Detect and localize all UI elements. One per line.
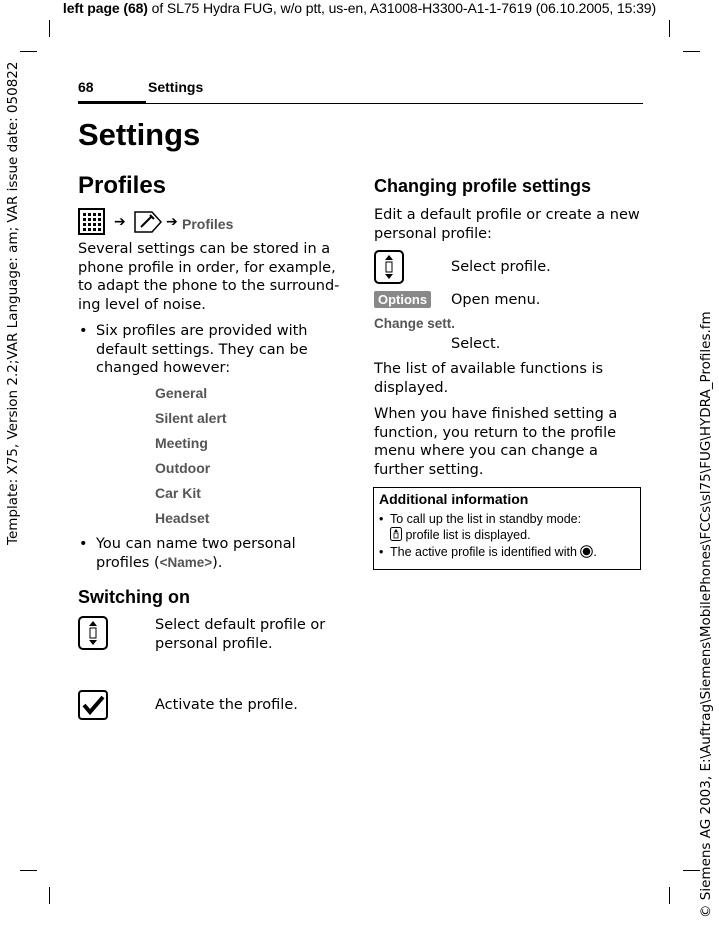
info-list-displayed-text: profile list is displayed. xyxy=(405,528,531,542)
info-item-standby xyxy=(379,512,637,545)
bullet-dot: • xyxy=(379,512,384,526)
changing-intro: Edit a default profile or create a new personal profile: xyxy=(374,207,640,242)
crop-mark xyxy=(49,20,50,37)
print-header-info: of SL75 Hydra FUG, w/o ptt, us-en, A31008-H3300-A1-1-7619 (06.10.2005, 15:39) xyxy=(147,0,657,16)
profile-item: Outdoor xyxy=(155,460,211,476)
menu-grid-icon xyxy=(78,208,105,235)
additional-info-box xyxy=(373,487,641,570)
options-softkey xyxy=(374,289,431,308)
info-standby-text: To call up the list in standby mode: xyxy=(390,512,582,526)
crop-mark xyxy=(669,20,670,37)
profiles-path-label: Profiles xyxy=(182,216,234,232)
settings-pencil-icon xyxy=(132,209,164,239)
switching-on-heading: Switching on xyxy=(78,587,190,607)
bullet-dot: • xyxy=(79,323,88,339)
profile-item: Headset xyxy=(155,510,210,526)
crop-mark xyxy=(49,887,50,904)
step-select-profile-right: Select profile. xyxy=(451,259,551,275)
step-activate-profile: Activate the profile. xyxy=(155,697,298,713)
profile-item: General xyxy=(155,385,208,401)
bullet-dot: • xyxy=(79,536,88,552)
profile-item: Meeting xyxy=(155,435,208,451)
arrow-right-icon: ➔ xyxy=(114,214,126,230)
active-dot-icon xyxy=(580,545,593,562)
change-sett-label: Change sett. xyxy=(374,316,456,331)
arrow-right-icon: ➔ xyxy=(166,214,178,230)
crop-mark xyxy=(20,51,37,52)
profiles-heading: Profiles xyxy=(78,172,167,199)
info-item-active: • The active profile is identified with . xyxy=(379,545,637,562)
print-header xyxy=(0,0,719,16)
navigation-key-icon xyxy=(78,616,108,654)
name-placeholder: <Name> xyxy=(159,554,213,570)
finished-setting-text: When you have finished setting a function, you return to the profile menu where you can change a further setting. xyxy=(374,406,618,478)
header-rule-thick xyxy=(78,101,146,104)
navigation-key-icon xyxy=(374,250,404,288)
running-header: Settings xyxy=(148,79,204,95)
bullet-name-text: You can name two personal profiles ( xyxy=(96,536,296,571)
bullet-name-end: ). xyxy=(212,554,223,571)
print-header-page: left page (68) xyxy=(62,0,148,16)
profiles-intro: Several settings can be stored in a phone profile in order, for example, to adapt the phone to the surround-ing level of noise. xyxy=(78,241,340,313)
bullet-dot: • xyxy=(379,545,384,559)
crop-mark xyxy=(669,887,670,904)
step-select-profile: Select default profile or personal profile. xyxy=(155,617,326,652)
step-select: Select. xyxy=(451,336,501,352)
checkmark-key-icon xyxy=(78,690,108,724)
bullet-six-profiles xyxy=(79,322,346,378)
crop-mark xyxy=(20,870,37,871)
crop-mark xyxy=(683,51,700,52)
default-profile-list xyxy=(155,385,227,535)
template-margin-text: Template: X75, Version 2.2;VAR Language: am; VAR issue date: 050822 xyxy=(5,61,21,545)
step-open-menu: Open menu. xyxy=(451,292,541,308)
page-title: Settings xyxy=(78,117,201,152)
bullet-name-profiles xyxy=(79,535,346,572)
copyright-margin-text: © Siemens AG 2003, E:\Auftrag\Siemens\MobilePhones\FCCs\sl75\FUG\HYDRA_Profiles.fm xyxy=(698,311,714,918)
page-number: 68 xyxy=(78,79,94,95)
profile-item: Car Kit xyxy=(155,485,201,501)
functions-displayed-text: The list of available functions is displayed. xyxy=(374,361,604,396)
changing-settings-heading: Changing profile settings xyxy=(374,176,592,196)
header-rule xyxy=(146,103,643,104)
key-up-icon xyxy=(390,527,402,545)
info-active-text: The active profile is identified with xyxy=(390,545,577,559)
bullet-six-profiles-text: Six profiles are provided with default settings. They can be changed however: xyxy=(96,323,308,376)
info-title: Additional information xyxy=(379,491,529,507)
options-key-label: Options xyxy=(374,291,431,308)
profile-item: Silent alert xyxy=(155,410,227,426)
